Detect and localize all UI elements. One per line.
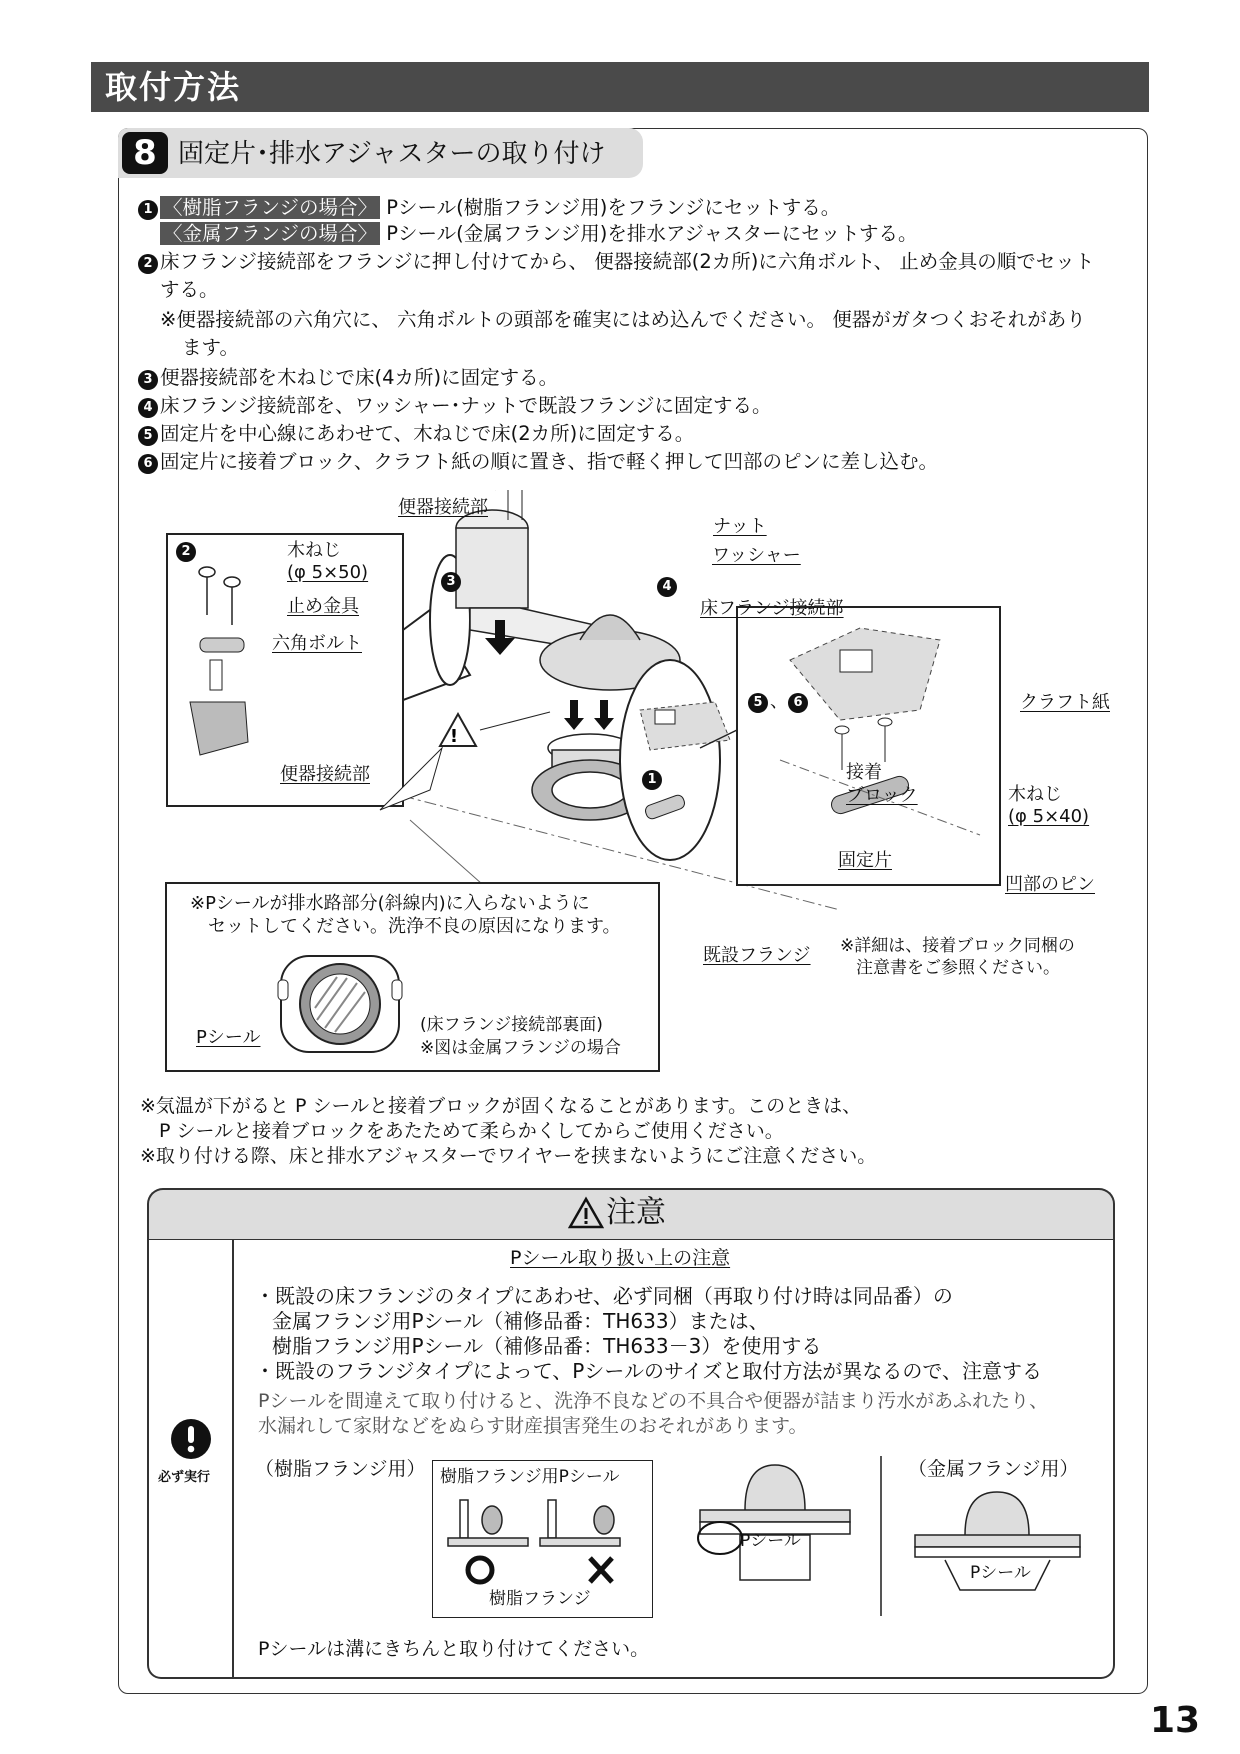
must-do-label: 必ず実行 — [158, 1470, 211, 1485]
adhesive-block-small — [655, 710, 675, 724]
instruction-2: 2 床フランジ接続部をフランジに押し付けてから、 便器接続部(2カ所)に六角ボルト、 止め金具の順でセット — [138, 248, 1094, 276]
label-existing-flange: 既設フランジ — [703, 945, 811, 966]
label-stopper: 止め金具 — [287, 596, 359, 617]
caution-footer: Pシールは溝にきちんと取り付けてください。 — [258, 1638, 650, 1660]
label-wood-screw-left: 木ねじ — [287, 540, 341, 561]
caution-divider — [232, 1239, 234, 1679]
label-toilet-connector-left: 便器接続部 — [280, 764, 370, 785]
seal-caption-1: (床フランジ接続部裏面) — [420, 1015, 603, 1035]
metal-flange-section — [905, 1490, 1090, 1620]
marker-2: 2 — [138, 254, 158, 274]
caution-bullet-1a: ・既設の床フランジのタイプにあわせ、必ず同梱（再取り付け時は同品番）の — [255, 1284, 953, 1308]
detail-right-marker: 5 、 6 — [748, 691, 810, 713]
marker-3: 3 — [138, 370, 158, 390]
resin-flange-label: 樹脂フランジ — [489, 1589, 591, 1609]
must-do-icon — [170, 1418, 212, 1460]
label-adhesive-block-2: ブロック — [846, 785, 918, 806]
diagram-marker-3: 3 — [441, 570, 463, 592]
up-arrow-right — [594, 700, 614, 730]
label-floor-flange-connector: 床フランジ接続部 — [700, 598, 844, 619]
label-wood-screw-size-left: (φ 5×50) — [287, 562, 369, 583]
warning-leader — [480, 712, 550, 730]
note-2: P シールと接着ブロックをあたためて柔らかくしてからご使用ください。 — [140, 1120, 784, 1142]
label-hex-bolt: 六角ボルト — [272, 633, 362, 654]
caution-title: 注意 — [606, 1195, 666, 1230]
instruction-2-note: ※便器接続部の六角穴に、 六角ボルトの頭部を確実にはめ込んでください。 便器がガタつくおそれがあり — [160, 308, 1086, 331]
caution-bullet-1b: 金属フランジ用Pシール（補修品番：TH633）または、 — [272, 1309, 769, 1333]
hex-bolt-shape — [210, 660, 222, 690]
label-nut: ナット — [713, 516, 767, 537]
diagram-marker-1: 1 — [642, 768, 664, 790]
up-arrow-left — [564, 700, 584, 730]
label-wood-screw-right: 木ねじ — [1008, 784, 1062, 805]
note-1: ※気温が下がると P シールと接着ブロックが固くなることがあります。このときは、 — [140, 1095, 862, 1117]
caution-warn-2: 水漏れして家財などをぬらす財産損害発生のおそれがあります。 — [258, 1415, 808, 1437]
adhesive-block-shape — [840, 650, 872, 672]
marker-1: 1 — [138, 200, 158, 220]
label-wood-screw-size-right: (φ 5×40) — [1008, 806, 1090, 827]
detail-left-marker: 2 — [176, 540, 198, 562]
p-seal-warning-1: ※Pシールが排水路部分(斜線内)に入らないように — [190, 893, 590, 914]
metal-p-seal-label: Pシール — [970, 1563, 1031, 1583]
caution-subtitle: Pシール取り扱い上の注意 — [510, 1247, 731, 1269]
label-p-seal: Pシール — [196, 1027, 261, 1048]
step-title: 固定片･排水アジャスターの取り付け — [178, 139, 606, 169]
warning-exclaim: ! — [449, 726, 459, 747]
adjuster-assembly — [456, 510, 680, 690]
instruction-1a: 1 〈樹脂フランジの場合〉 Pシール(樹脂フランジ用)をフランジにセットする。 — [138, 194, 840, 222]
marker-4: 4 — [138, 398, 158, 418]
caution-bullet-1c: 樹脂フランジ用Pシール（補修品番：TH633－3）を使用する — [272, 1334, 822, 1358]
detail-right-note-2: 注意書をご参照ください。 — [856, 958, 1060, 978]
caution-warn-1: Pシールを間違えて取り付けると、洗浄不良などの不具合や便器が詰まり汚水があふれたり、 — [258, 1390, 1049, 1412]
instruction-2-cont: する。 — [160, 278, 219, 301]
marker-6: 6 — [138, 454, 158, 474]
section-header: 取付方法 — [91, 62, 1149, 112]
label-kraft-paper: クラフト紙 — [1020, 692, 1110, 713]
resin-seal-illustration — [440, 1490, 645, 1590]
label-adhesive-block-1: 接着 — [846, 762, 882, 783]
marker-5: 5 — [138, 426, 158, 446]
page-number: 13 — [1150, 1700, 1201, 1741]
label-toilet-connector: 便器接続部 — [398, 497, 488, 518]
tag-metal: 〈金属フランジの場合〉 — [160, 222, 380, 245]
caution-bullet-2: ・既設のフランジタイプによって、Pシールのサイズと取付方法が異なるので、注意する — [255, 1359, 1042, 1383]
caution-warning-icon — [568, 1196, 604, 1230]
label-recess-pin: 凹部のピン — [1005, 874, 1095, 895]
step-number: 8 — [122, 132, 168, 174]
instruction-5: 5 固定片を中心線にあわせて、木ねじで床(2カ所)に固定する。 — [138, 420, 694, 448]
instruction-2-note-cont: ます。 — [182, 336, 239, 359]
p-seal-illustration — [275, 950, 405, 1062]
label-fixing-piece: 固定片 — [838, 850, 892, 871]
metal-flange-title: （金属フランジ用） — [908, 1458, 1079, 1480]
ng-mark — [590, 1558, 612, 1582]
diagram-marker-4: 4 — [657, 575, 679, 597]
detail-right-note-1: ※詳細は、接着ブロック同梱の — [840, 936, 1075, 956]
instruction-6: 6 固定片に接着ブロック、クラフト紙の順に置き、指で軽く押して凹部のピンに差し込む。 — [138, 448, 938, 476]
resin-p-seal-label: Pシール — [740, 1531, 801, 1551]
resin-flange-title: （樹脂フランジ用） — [255, 1458, 426, 1480]
seal-caption-2: ※図は金属フランジの場合 — [420, 1038, 621, 1058]
instruction-3: 3 便器接続部を木ねじで床(4カ所)に固定する。 — [138, 364, 558, 392]
tag-resin: 〈樹脂フランジの場合〉 — [160, 196, 380, 219]
resin-seal-label: 樹脂フランジ用Pシール — [440, 1467, 620, 1487]
instruction-4: 4 床フランジ接続部を、ワッシャー･ナットで既設フランジに固定する。 — [138, 392, 772, 420]
p-seal-warning-2: セットしてください。洗浄不良の原因になります。 — [208, 916, 621, 937]
callout-ellipse-right — [620, 660, 720, 860]
note-3: ※取り付ける際、床と排水アジャスターでワイヤーを挟まないようにご注意ください。 — [140, 1145, 877, 1167]
stopper-plate — [200, 638, 244, 652]
ok-mark — [468, 1558, 492, 1582]
instruction-1b: 〈金属フランジの場合〉 Pシール(金属フランジ用)を排水アジャスターにセットする。 — [160, 220, 918, 248]
flange-divider — [880, 1456, 882, 1616]
label-washer: ワッシャー — [712, 545, 801, 566]
